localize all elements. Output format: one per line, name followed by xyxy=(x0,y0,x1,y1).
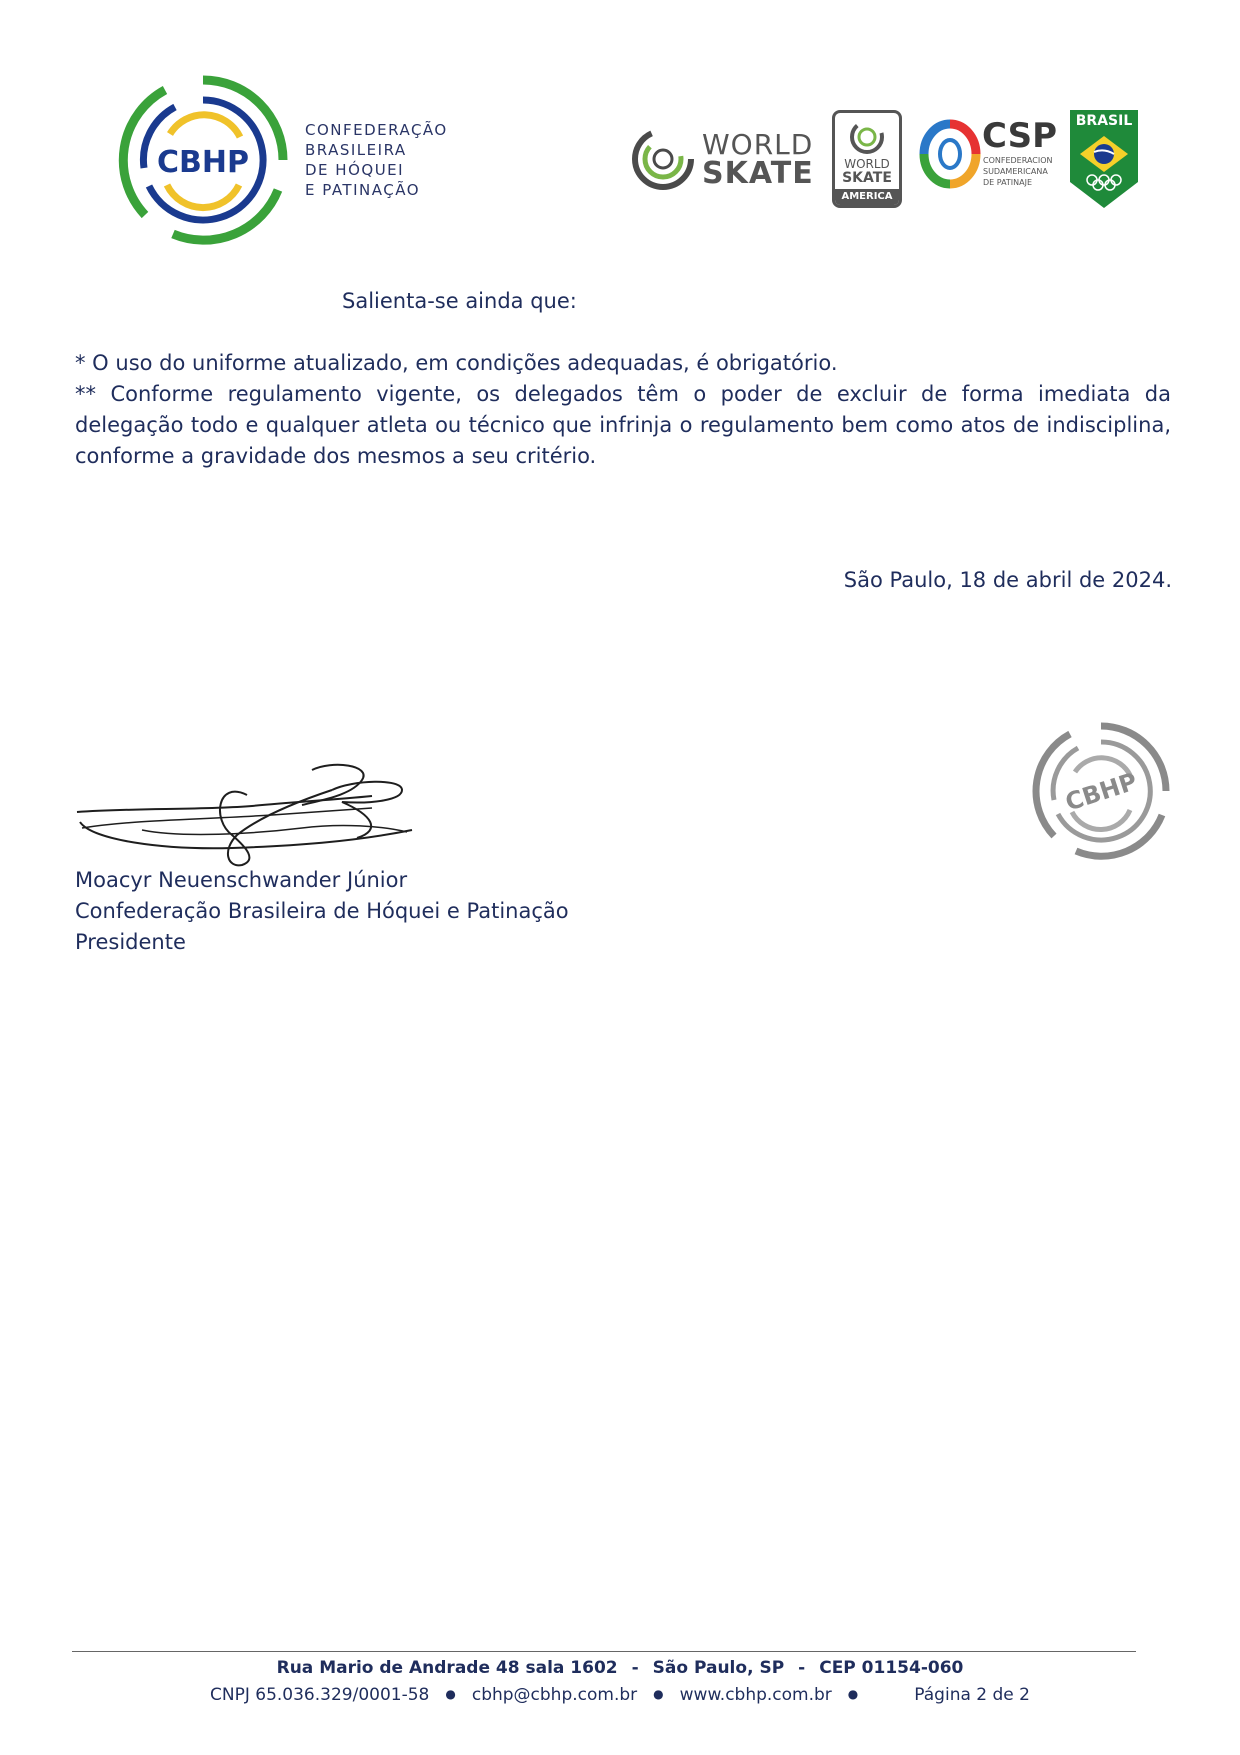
cbhp-stamp xyxy=(1030,720,1172,862)
footer-address: Rua Mario de Andrade 48 sala 1602 - São Paulo, SP - CEP 01154-060 xyxy=(276,1658,964,1678)
date-line: São Paulo, 18 de abril de 2024. xyxy=(843,568,1172,592)
footer-contacts xyxy=(0,1685,1240,1705)
bullet-icon: ● xyxy=(445,1687,456,1701)
cbhp-logo-emblem xyxy=(115,72,291,248)
cbhp-logo-acronym: CBHP xyxy=(157,145,249,180)
brasil-olympic-logo xyxy=(1070,110,1138,208)
footer-street: Rua Mario de Andrade 48 sala 1602 xyxy=(276,1658,618,1678)
footer-website: www.cbhp.com.br xyxy=(679,1685,832,1705)
footer-email: cbhp@cbhp.com.br xyxy=(471,1685,638,1705)
footer-cnpj: CNPJ 65.036.329/0001-58 xyxy=(210,1685,430,1705)
world-skate-logo xyxy=(630,120,815,200)
bullet-icon: ● xyxy=(653,1687,664,1701)
brasil-label: BRASIL xyxy=(1075,113,1133,129)
cbhp-logo-line: BRASILEIRA xyxy=(305,141,407,159)
csp-line3: DE PATINAJE xyxy=(983,178,1033,187)
note-2: ** Conforme regulamento vigente, os delegados têm o poder de excluir de forma imediata da delegação todo e qualquer atleta ou técnico que infrinja o regulamento bem como atos de indisciplina, conforme a gravidade dos mesmos a seu critério. xyxy=(75,382,1171,468)
stamp-text: CBHP xyxy=(1061,767,1141,817)
footer-cep: CEP 01154-060 xyxy=(819,1658,964,1678)
handwritten-signature xyxy=(72,760,422,870)
csp-line2: SUDAMERICANA xyxy=(983,167,1048,176)
intro-line: Salienta-se ainda que: xyxy=(342,289,577,313)
wsa-line1: WORLD xyxy=(844,157,890,171)
signatory-organization: Confederação Brasileira de Hóquei e Patinação xyxy=(75,899,569,923)
cbhp-logo xyxy=(115,72,465,248)
csp-acronym: CSP xyxy=(982,116,1057,156)
cbhp-logo-line: CONFEDERAÇÃO xyxy=(305,121,448,139)
cbhp-logo-line: DE HÓQUEI xyxy=(305,161,405,179)
csp-logo xyxy=(918,118,1058,198)
bullet-icon: ● xyxy=(847,1687,859,1701)
world-skate-line2: SKATE xyxy=(702,156,814,191)
wsa-line2: SKATE xyxy=(842,170,892,186)
cbhp-logo-line: E PATINAÇÃO xyxy=(305,181,421,199)
signature-block xyxy=(75,865,569,958)
footer-page-number: Página 2 de 2 xyxy=(914,1685,1030,1705)
wsa-line3: AMERICA xyxy=(835,189,899,205)
world-skate-america-emblem xyxy=(835,117,899,157)
csp-line1: CONFEDERACION xyxy=(983,156,1053,165)
csp-emblem xyxy=(918,118,982,190)
world-skate-emblem xyxy=(630,124,696,194)
signatory-name: Moacyr Neuenschwander Júnior xyxy=(75,868,408,892)
cbhp-logo-name xyxy=(305,120,448,200)
signatory-title: Presidente xyxy=(75,930,186,954)
footer-divider xyxy=(72,1651,1136,1652)
world-skate-line1: WORLD xyxy=(702,128,814,161)
footer-city: São Paulo, SP xyxy=(652,1658,785,1678)
world-skate-america-logo xyxy=(832,110,902,208)
note-1: * O uso do uniforme atualizado, em condições adequadas, é obrigatório. xyxy=(75,351,838,375)
